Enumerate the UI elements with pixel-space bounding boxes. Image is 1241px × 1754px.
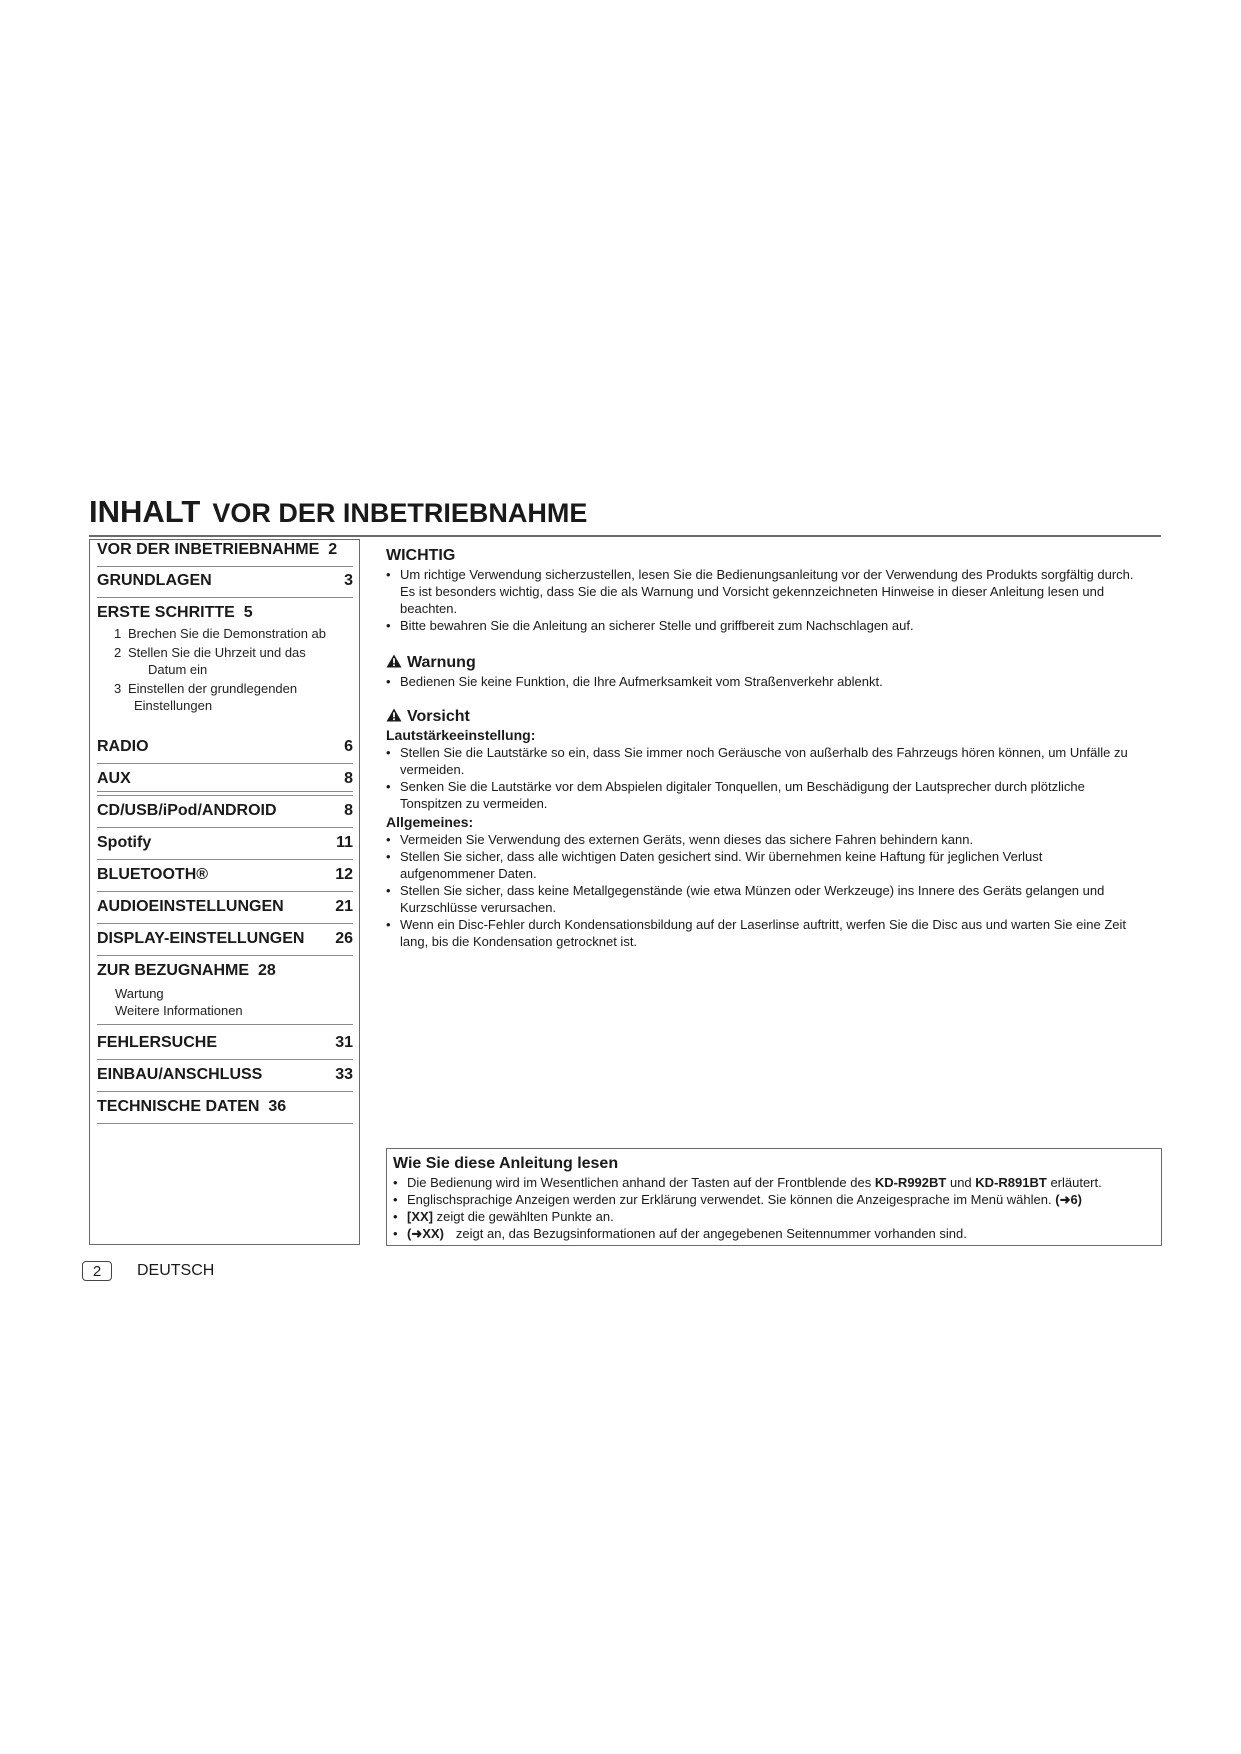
- list-item: • Stellen Sie sicher, dass keine Metallgegenstände (wie etwa Münzen oder Werkzeuge) ins Innere des Geräts gelangen und Kurzschlüsse verursachen.: [386, 883, 1105, 915]
- toc-subitem[interactable]: Wartung: [115, 986, 164, 1001]
- toc-label: FEHLERSUCHE: [97, 1034, 218, 1051]
- toc-page: 2: [328, 541, 338, 558]
- toc-label: GRUNDLAGEN: [97, 572, 212, 589]
- volume-subheading: Lautstärkeeinstellung:: [386, 727, 536, 743]
- list-item: • Um richtige Verwendung sicherzustellen, lesen Sie die Bedienungsanleitung vor der Verwendung des Produkts sorgfältig durch. Es ist besonders wichtig, dass Sie die als Warnung und Vorsicht gekennzeichneten Hinweise in dieser Anleitung lesen und beachten.: [386, 567, 1134, 616]
- toc-label: EINBAU/ANSCHLUSS: [97, 1066, 263, 1083]
- toc-entry[interactable]: [97, 769, 353, 796]
- model-name: KD-R992BT: [874, 1175, 947, 1190]
- important-section: [386, 546, 1162, 634]
- toc-entry[interactable]: [97, 833, 353, 860]
- list-item: • Vermeiden Sie Verwendung des externen Geräts, wenn dieses das sichere Fahren behindern kann.: [386, 832, 974, 847]
- toc-page: 5: [243, 604, 253, 621]
- warning-section: [386, 653, 1162, 690]
- toc-label: BLUETOOTH®: [97, 866, 209, 883]
- toc-page: 8: [344, 770, 353, 787]
- toc-label: AUX: [97, 770, 131, 787]
- toc-page: 26: [335, 930, 353, 947]
- list-item: • Stellen Sie sicher, dass alle wichtigen Daten gesichert sind. Wir übernehmen keine Haftung für jeglichen Verlust aufgenommener Daten.: [386, 849, 1043, 881]
- caution-icon: [386, 708, 402, 722]
- toc-entry[interactable]: [97, 1097, 353, 1124]
- footer-language: DEUTSCH: [137, 1262, 215, 1279]
- caution-section: [386, 707, 1162, 950]
- toc-label: DISPLAY-EINSTELLUNGEN: [97, 930, 305, 947]
- toc-entry[interactable]: [97, 737, 353, 764]
- warning-icon: [386, 654, 402, 668]
- how-to-read-box: [386, 1148, 1162, 1246]
- toc-page: 21: [335, 898, 353, 915]
- page-title: [89, 494, 587, 530]
- list-item: • (➜XX) zeigt an, das Bezugsinformationen auf der angegebenen Seitennummer vorhanden sind.: [393, 1226, 967, 1241]
- list-item: • Bedienen Sie keine Funktion, die Ihre Aufmerksamkeit vom Straßenverkehr ablenkt.: [386, 674, 883, 689]
- key-placeholder: [XX]: [407, 1209, 433, 1224]
- toc-entry[interactable]: [97, 865, 353, 892]
- toc-subitem[interactable]: 1 Brechen Sie die Demonstration ab: [114, 626, 327, 641]
- table-of-contents: [89, 539, 360, 1245]
- toc-subitem[interactable]: Weitere Informationen: [115, 1003, 243, 1018]
- toc-page: 3: [344, 572, 353, 589]
- toc-subitem[interactable]: 2 Stellen Sie die Uhrzeit und das: [114, 645, 306, 660]
- toc-label: ZUR BEZUGNAHME: [97, 962, 249, 979]
- toc-entry[interactable]: [97, 801, 353, 828]
- section-heading: VOR DER INBETRIEBNAHME: [212, 498, 588, 528]
- toc-page: 11: [336, 834, 353, 851]
- general-subheading: Allgemeines:: [386, 814, 474, 830]
- toc-label: TECHNISCHE DATEN: [97, 1098, 260, 1115]
- toc-subitems: [97, 985, 353, 1019]
- page-reference: (➜XX): [407, 1226, 444, 1241]
- toc-page: 36: [268, 1098, 287, 1115]
- important-heading: WICHTIG: [386, 547, 456, 564]
- list-item: • Englischsprachige Anzeigen werden zur Erklärung verwendet. Sie können die Anzeigesprache im Menü wählen. (➜6): [393, 1192, 1083, 1207]
- toc-page: 12: [335, 866, 353, 883]
- page-reference: (➜6): [1055, 1192, 1083, 1207]
- toc-label: CD/USB/iPod/ANDROID: [97, 802, 277, 819]
- title-rule: [89, 535, 1161, 537]
- toc-label: AUDIOEINSTELLUNGEN: [97, 898, 284, 915]
- toc-page: 28: [258, 962, 276, 979]
- toc-entry[interactable]: [97, 929, 353, 956]
- list-item: • Bitte bewahren Sie die Anleitung an sicherer Stelle und griffbereit zum Nachschlagen auf.: [386, 618, 914, 633]
- list-item: • Die Bedienung wird im Wesentlichen anhand der Tasten auf der Frontblende des KD-R992BT und KD-R891BT erläutert.: [393, 1175, 1102, 1190]
- toc-entry[interactable]: [97, 961, 353, 1019]
- warning-heading: Warnung: [407, 654, 476, 671]
- list-item: • Senken Sie die Lautstärke vor dem Abspielen digitaler Tonquellen, um Beschädigung der Lautsprecher durch plötzliche Tonspitzen zu vermeiden.: [386, 779, 1085, 811]
- toc-entry[interactable]: [97, 603, 353, 714]
- toc-entry[interactable]: [97, 897, 353, 924]
- toc-entry[interactable]: [97, 571, 353, 598]
- toc-label: Spotify: [97, 834, 152, 851]
- page-number: 2: [82, 1261, 112, 1281]
- toc-label: VOR DER INBETRIEBNAHME: [97, 541, 320, 558]
- how-to-read-heading: Wie Sie diese Anleitung lesen: [393, 1155, 619, 1172]
- toc-entry[interactable]: [97, 1033, 353, 1060]
- model-name: KD-R891BT: [975, 1175, 1047, 1190]
- toc-label: ERSTE SCHRITTE: [97, 604, 235, 621]
- toc-page: 31: [335, 1034, 353, 1051]
- toc-subitem[interactable]: 3 Einstellen der grundlegenden: [114, 681, 298, 696]
- list-item: • [XX] zeigt die gewählten Punkte an.: [393, 1209, 614, 1224]
- list-item: • Stellen Sie die Lautstärke so ein, dass Sie immer noch Geräusche von außerhalb des Fahrzeugs hören können, um Unfälle zu vermeiden.: [386, 745, 1128, 777]
- caution-heading: Vorsicht: [407, 708, 470, 725]
- contents-heading: INHALT: [89, 494, 201, 529]
- toc-page: 8: [344, 802, 353, 819]
- toc-subitems: 1 Brechen Sie die Demonstration ab 2 Stellen Sie die Uhrzeit und das Datum ein 3 Einstellen der grundlegenden Einstellungen: [97, 625, 353, 714]
- toc-page: 6: [344, 738, 353, 755]
- toc-label: RADIO: [97, 738, 149, 755]
- toc-entry[interactable]: [97, 540, 353, 567]
- page-footer: [82, 1261, 214, 1281]
- list-item: • Wenn ein Disc-Fehler durch Kondensationsbildung auf der Laserlinse auftritt, werfen Sie die Disc aus und warten Sie eine Zeit lang, bis die Kondensation getrocknet ist.: [386, 917, 1126, 949]
- toc-page: 33: [335, 1066, 353, 1083]
- toc-entry[interactable]: [97, 1065, 353, 1092]
